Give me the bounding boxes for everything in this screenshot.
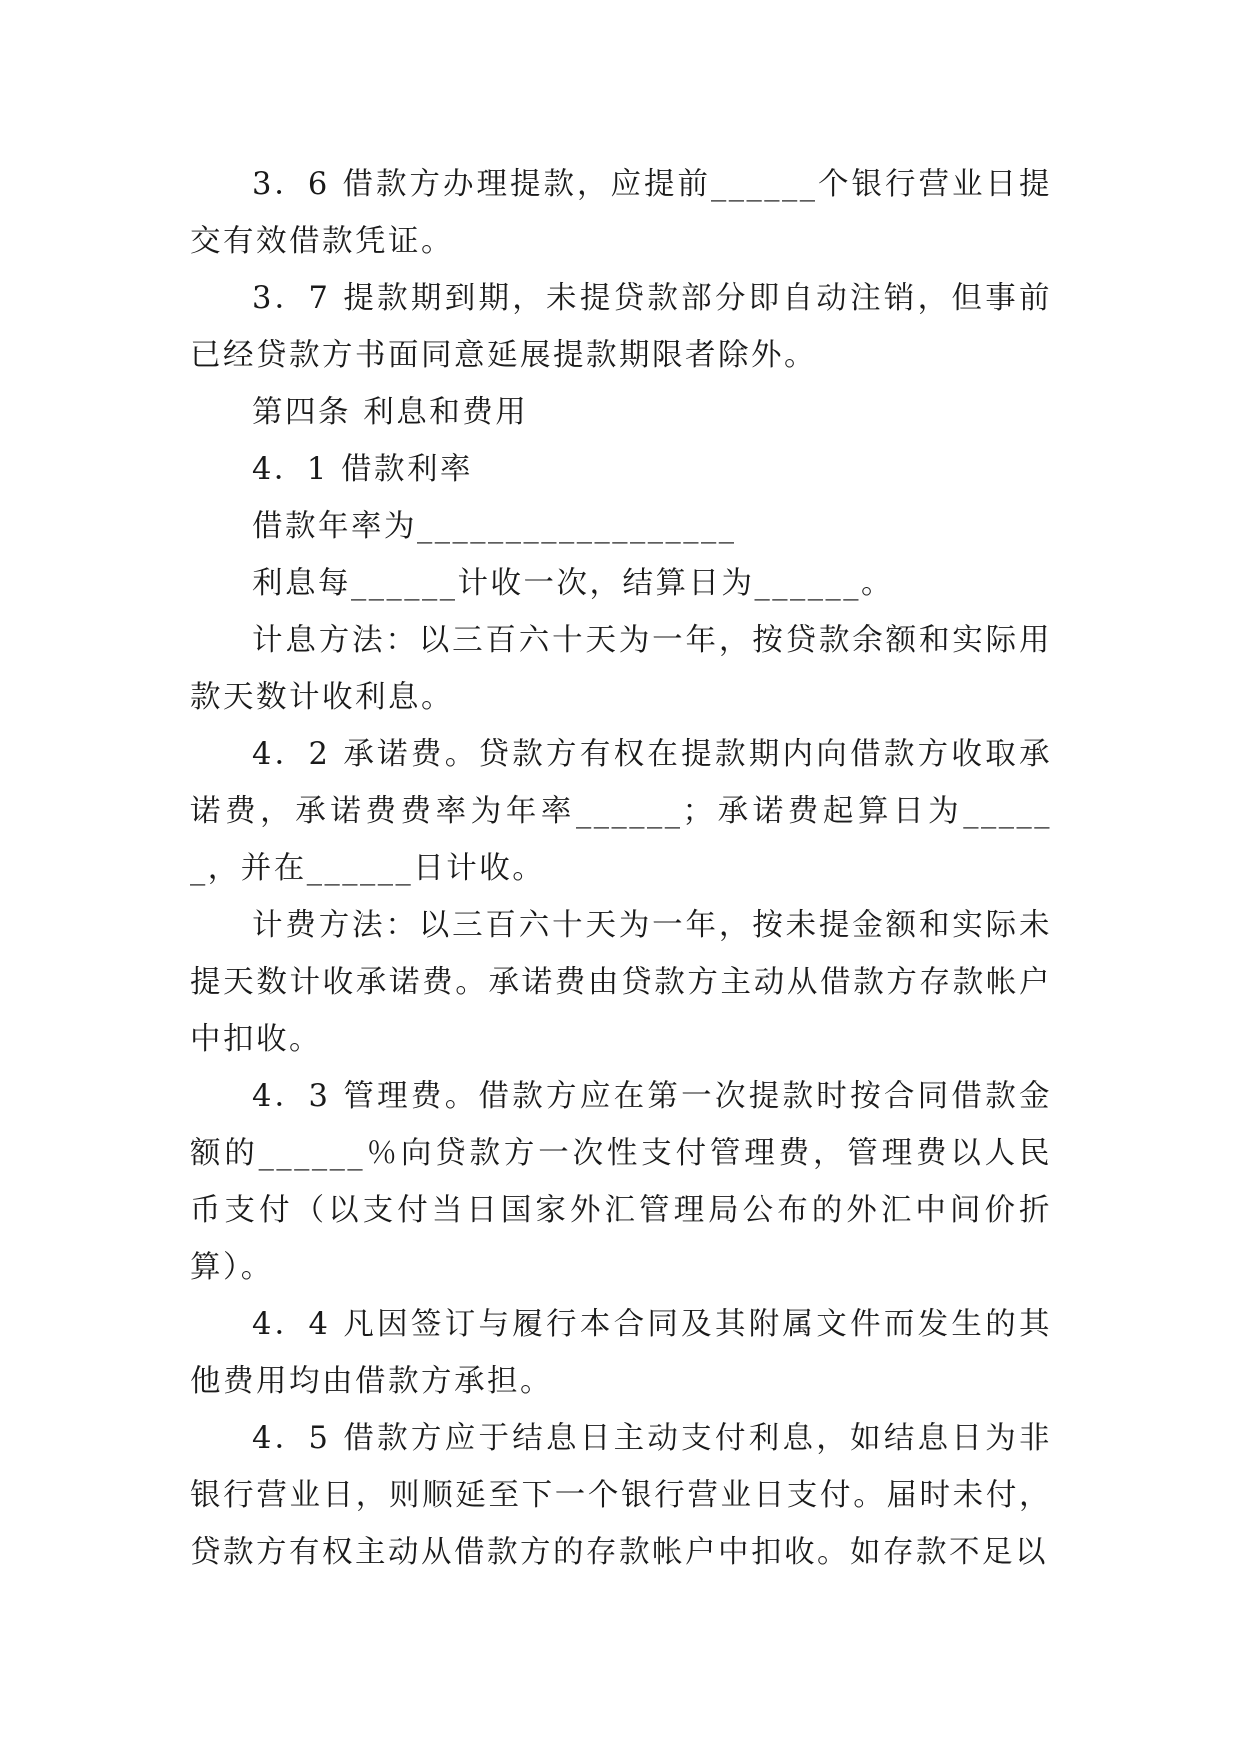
clause-4-2: 4．2 承诺费。贷款方有权在提款期内向借款方收取承诺费，承诺费费率为年率______；承诺费起算日为______，并在______日计收。 <box>190 737 1052 886</box>
clause-3-6: 3．6 借款方办理提款，应提前______个银行营业日提交有效借款凭证。 <box>190 167 1052 259</box>
article-4-heading: 第四条 利息和费用 <box>252 395 529 430</box>
interest-frequency-line: 利息每______计收一次，结算日为______。 <box>252 566 894 601</box>
clause-4-4: 4．4 凡因签订与履行本合同及其附属文件而发生的其他费用均由借款方承担。 <box>190 1307 1052 1399</box>
clause-3-7: 3．7 提款期到期，未提贷款部分即自动注销，但事前已经贷款方书面同意延展提款期限者除外。 <box>190 281 1052 373</box>
annual-rate-line: 借款年率为__________________ <box>252 509 737 544</box>
clause-4-3: 4．3 管理费。借款方应在第一次提款时按合同借款金额的______％向贷款方一次性支付管理费，管理费以人民币支付（以支付当日国家外汇管理局公布的外汇中间价折算）。 <box>190 1079 1052 1285</box>
interest-method: 计息方法：以三百六十天为一年，按贷款余额和实际用款天数计收利息。 <box>190 623 1052 715</box>
clause-4-1-heading: 4．1 借款利率 <box>252 452 474 487</box>
fee-method: 计费方法：以三百六十天为一年，按未提金额和实际未提天数计收承诺费。承诺费由贷款方主动从借款方存款帐户中扣收。 <box>190 908 1052 1057</box>
clause-4-5: 4．5 借款方应于结息日主动支付利息，如结息日为非银行营业日，则顺延至下一个银行营业日支付。届时未付，贷款方有权主动从借款方的存款帐户中扣收。如存款不足以 <box>190 1421 1052 1570</box>
document-body <box>190 156 1052 1581</box>
